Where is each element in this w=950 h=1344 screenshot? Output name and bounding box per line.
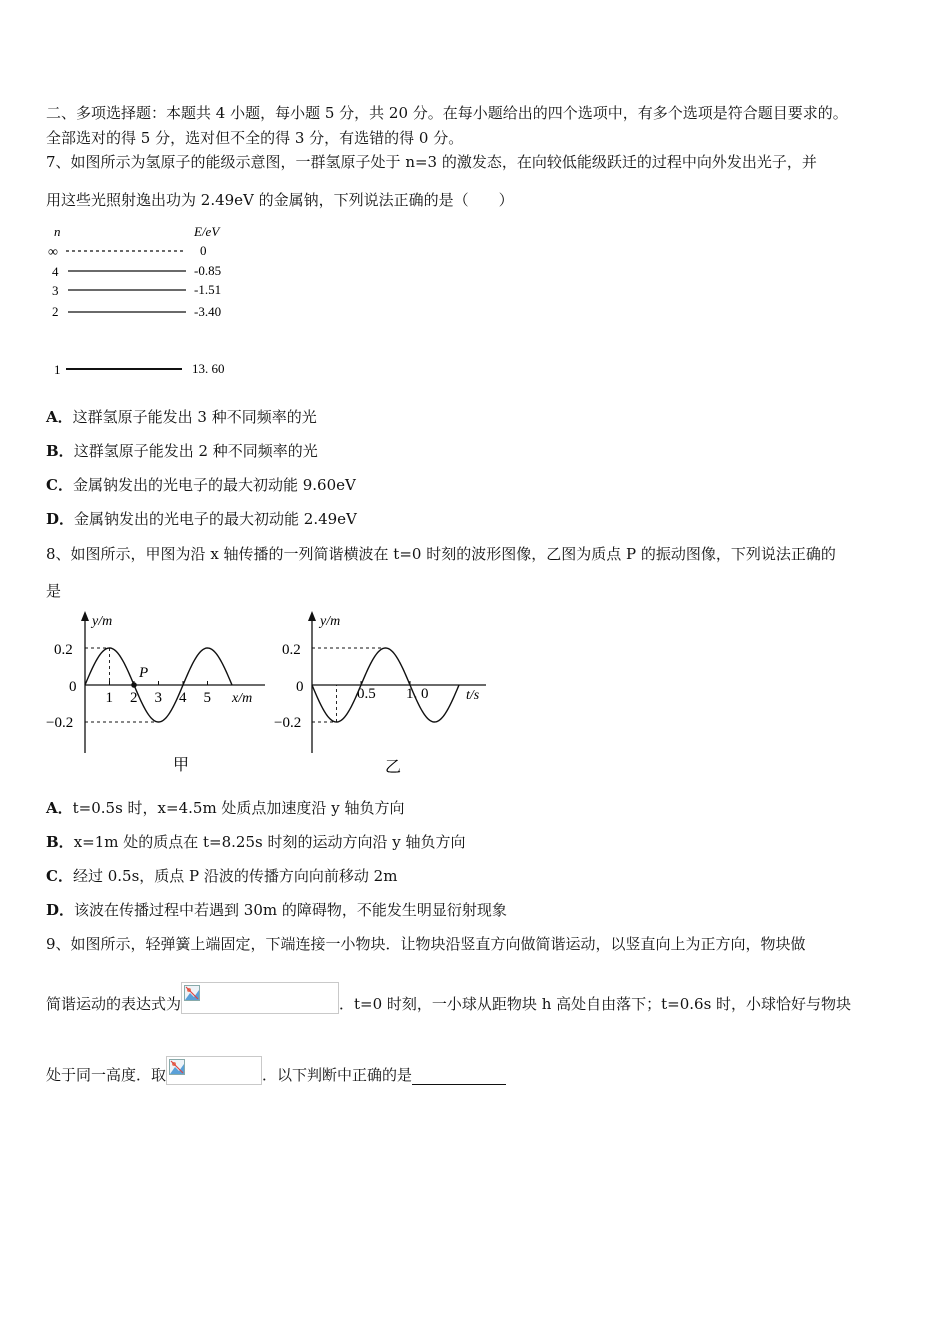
chart-jia — [46, 611, 265, 774]
q7-option-d-text: 金属钠发出的光电子的最大初动能 2.49eV — [74, 510, 357, 528]
q8-option-a-letter: A． — [46, 799, 73, 817]
q7-option-a-text: 这群氢原子能发出 3 种不同频率的光 — [72, 408, 317, 426]
jia-xtick-label-1: 1 — [105, 690, 113, 706]
yi-xtick-label-1: 0.5 — [357, 686, 376, 702]
jia-ytick-neg: −0.2 — [46, 715, 74, 731]
chart-yi — [274, 611, 486, 776]
jia-xtick-label-2: 2 — [130, 690, 138, 706]
q9-stem-line-3-suffix: ．以下判断中正确的是 — [262, 1066, 413, 1084]
section-heading-line-1: 二、多项选择题：本题共 4 小题，每小题 5 分，共 20 分。在每小题给出的四个选项中，有多个选项是符合题目要求的。 — [46, 104, 848, 122]
q9-stem-line-2-prefix: 简谐运动的表达式为 — [46, 995, 182, 1013]
wave-figures — [40, 605, 500, 780]
section-heading-line-2: 全部选对的得 5 分，选对但不全的得 3 分，有选错的得 0 分。 — [46, 129, 464, 147]
q8-option-b-text: x=1m 处的质点在 t=8.25s 时刻的运动方向沿 y 轴负方向 — [73, 833, 466, 851]
jia-xtick-label-4: 4 — [179, 690, 187, 706]
level-n-1: 1 — [54, 362, 61, 377]
q8-option-d[interactable] — [46, 900, 507, 920]
level-e-1: 13. 60 — [192, 361, 225, 376]
level-e-2: -3.40 — [194, 304, 222, 319]
q7-option-c-text: 金属钠发出的光电子的最大初动能 9.60eV — [72, 476, 356, 494]
answer-blank[interactable] — [412, 1068, 506, 1085]
jia-label-p: P — [139, 665, 149, 681]
q8-option-c[interactable] — [46, 866, 397, 886]
yi-ytick-pos: 0.2 — [282, 642, 301, 658]
jia-xtick-label-3: 3 — [154, 690, 162, 706]
broken-image-icon — [184, 985, 200, 1001]
q7-option-b[interactable] — [46, 441, 318, 461]
n-axis-label: n — [54, 224, 61, 239]
level-n-4: 4 — [52, 264, 59, 279]
broken-image-icon — [169, 1059, 185, 1075]
q9-stem-line-2 — [46, 980, 851, 1014]
q9-stem-line-3-prefix: 处于同一高度．取 — [46, 1066, 167, 1084]
level-e-3: -1.51 — [194, 282, 222, 297]
q7-option-d[interactable] — [46, 509, 357, 529]
yi-xticks — [357, 681, 429, 702]
q7-stem-line-2: 用这些光照射逸出功为 2.49eV 的金属钠，下列说法正确的是（ ） — [46, 191, 514, 209]
q9-stem-line-1: 9、如图所示，轻弹簧上端固定，下端连接一小物块．让物块沿竖直方向做简谐运动，以竖直向上为正方向，物块做 — [46, 935, 806, 953]
q8-option-a-text: t=0.5s 时，x=4.5m 处质点加速度沿 y 轴负方向 — [72, 799, 405, 817]
yi-x-label: t/s — [466, 688, 480, 703]
yi-y-label: y/m — [320, 614, 341, 629]
q7-option-b-text: 这群氢原子能发出 2 种不同频率的光 — [73, 442, 318, 460]
q7-option-b-letter: B． — [46, 442, 74, 460]
q8-option-d-text: 该波在传播过程中若遇到 30m 的障碍物，不能发生明显衍射现象 — [74, 901, 507, 919]
q8-option-b[interactable] — [46, 832, 466, 852]
formula-image-placeholder — [181, 982, 339, 1014]
yi-ytick-zero: 0 — [296, 679, 304, 695]
yi-xtick-label-2: 1. 0 — [406, 686, 429, 702]
energy-level-diagram — [44, 220, 244, 382]
jia-x-label: x/m — [232, 691, 253, 706]
yi-caption: 乙 — [385, 759, 402, 776]
jia-ytick-zero: 0 — [69, 679, 77, 695]
energy-axis-label: E/eV — [194, 224, 220, 239]
q8-option-c-text: 经过 0.5s，质点 P 沿波的传播方向向前移动 2m — [72, 867, 398, 885]
jia-ytick-pos: 0.2 — [54, 642, 73, 658]
yi-ytick-neg: −0.2 — [274, 715, 302, 731]
level-n-2: 2 — [52, 304, 59, 319]
q8-stem-line-1: 8、如图所示，甲图为沿 x 轴传播的一列简谐横波在 t=0 时刻的波形图像，乙图为质点 P 的振动图像，下列说法正确的 — [46, 545, 836, 563]
jia-point-p — [131, 682, 137, 688]
q8-option-a[interactable] — [46, 798, 404, 818]
q8-option-c-letter: C． — [46, 867, 73, 885]
q7-option-c[interactable] — [46, 475, 356, 495]
jia-xtick-label-5: 5 — [203, 690, 211, 706]
q7-option-c-letter: C． — [46, 476, 73, 494]
q7-option-d-letter: D． — [46, 510, 75, 528]
q9-stem-line-3 — [46, 1055, 506, 1085]
jia-caption: 甲 — [173, 757, 190, 774]
yi-y-arrow — [308, 611, 316, 621]
level-e-4: -0.85 — [194, 263, 222, 278]
q8-stem-line-2: 是 — [46, 582, 62, 600]
q8-option-d-letter: D． — [46, 901, 75, 919]
q7-stem-line-1: 7、如图所示为氢原子的能级示意图，一群氢原子处于 n=3 的激发态，在向较低能级跃迁的过程中向外发出光子，并 — [46, 153, 817, 171]
jia-y-label: y/m — [92, 614, 113, 629]
q9-stem-line-2-suffix: ．t=0 时刻，一小球从距物块 h 高处自由落下；t=0.6s 时，小球恰好与物块 — [339, 995, 852, 1013]
level-n-3: 3 — [52, 283, 59, 298]
q7-option-a[interactable] — [46, 407, 317, 427]
q8-option-b-letter: B． — [46, 833, 74, 851]
level-n-inf: ∞ — [48, 245, 58, 260]
level-e-inf: 0 — [200, 243, 207, 258]
constant-image-placeholder — [166, 1056, 262, 1085]
q7-option-a-letter: A． — [46, 408, 73, 426]
jia-y-arrow — [81, 611, 89, 621]
